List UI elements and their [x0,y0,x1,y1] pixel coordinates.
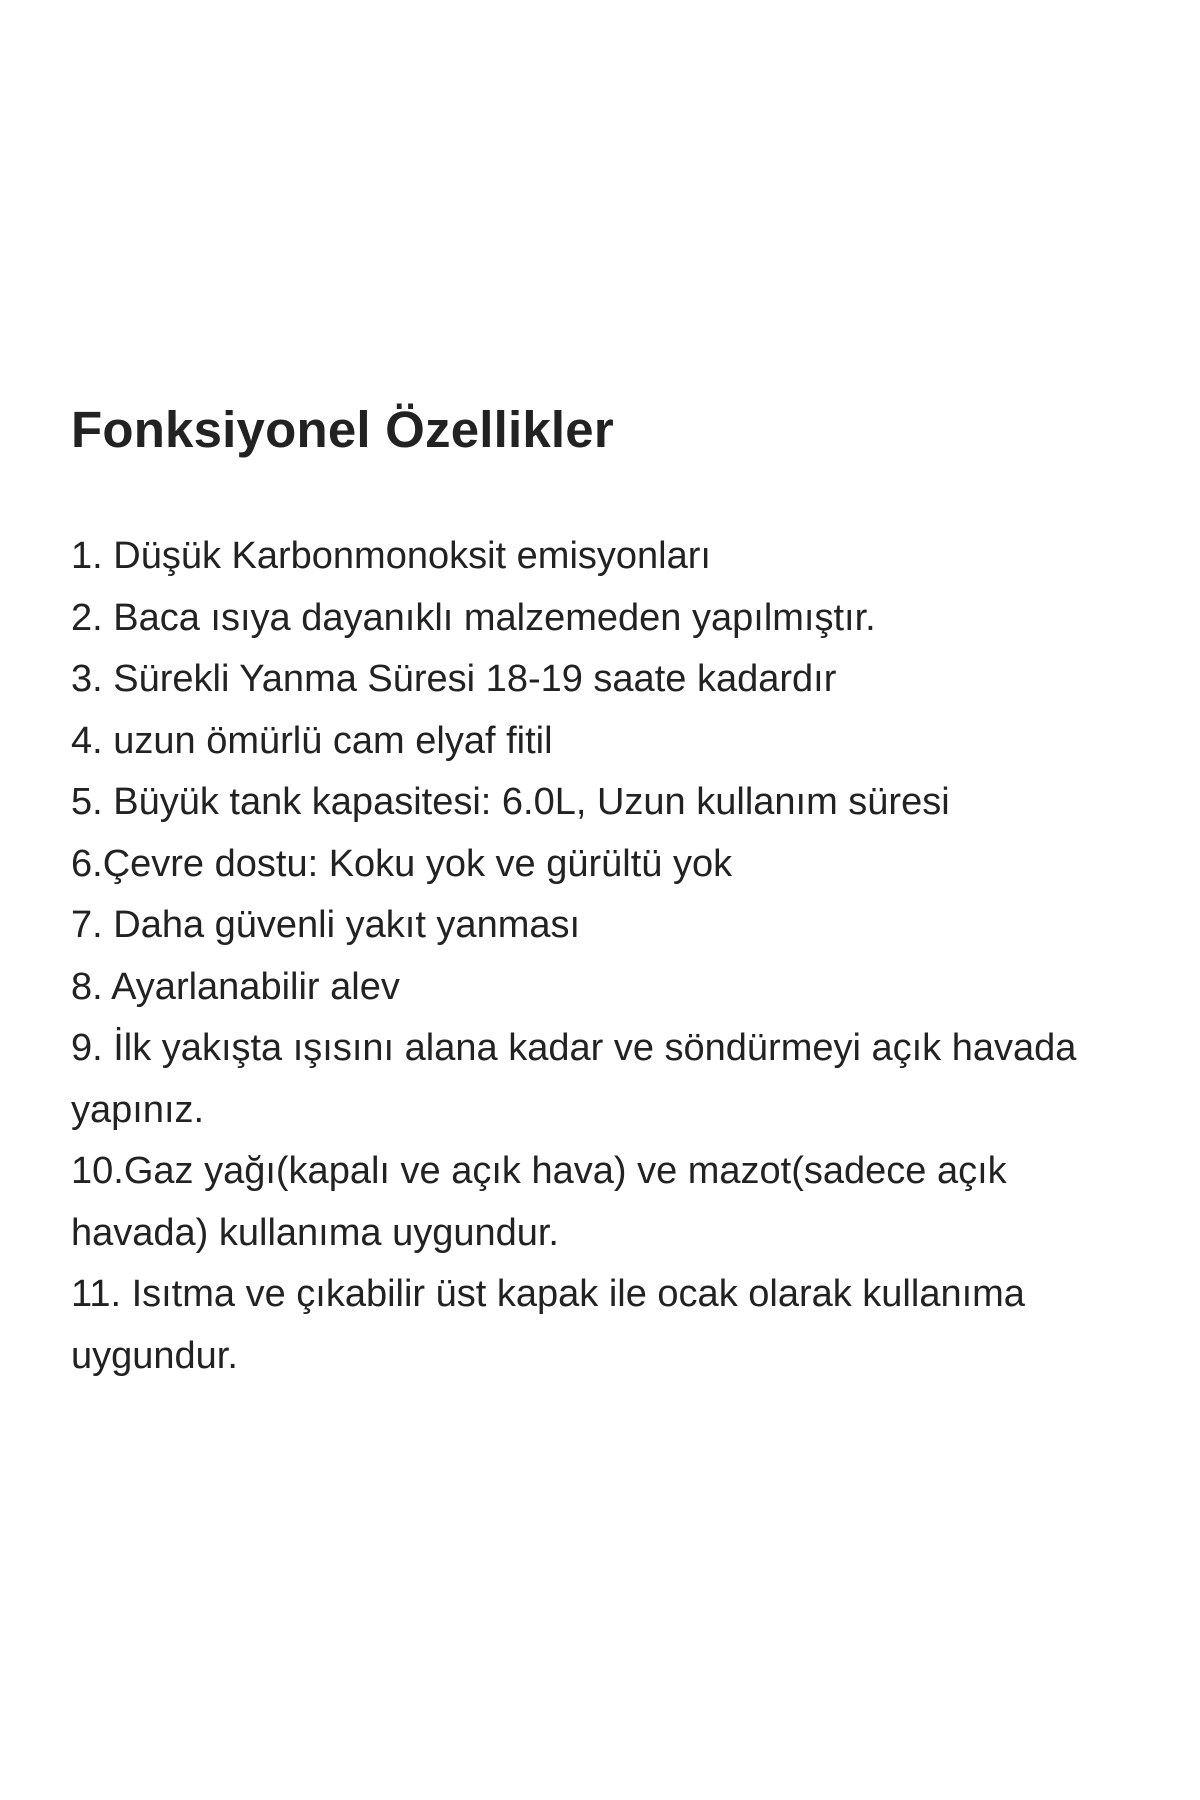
feature-item: 6.Çevre dostu: Koku yok ve gürültü yok [71,842,733,885]
section-title: Fonksiyonel Özellikler [71,401,614,458]
feature-item: 7. Daha güvenli yakıt yanması [71,904,581,946]
features-section [71,400,1151,1387]
feature-item: 9. İlk yakışta ışısını alana kadar ve söndürmeyi açık havada yapınız. [71,1027,1077,1131]
feature-item: 5. Büyük tank kapasitesi: 6.0L, Uzun kullanım süresi [71,781,950,823]
feature-item: 3. Sürekli Yanma Süresi 18-19 saate kadardır [71,658,837,700]
feature-item: 8. Ayarlanabilir alev [71,965,400,1008]
feature-item: 4. uzun ömürlü cam elyaf fitil [71,719,553,762]
feature-item: 2. Baca ısıya dayanıklı malzemeden yapılmıştır. [71,596,876,639]
features-list [71,526,1151,1387]
feature-item: 11. Isıtma ve çıkabilir üst kapak ile ocak olarak kullanıma uygundur. [71,1273,1025,1377]
feature-item: 10.Gaz yağı(kapalı ve açık hava) ve mazot(sadece açık havada) kullanıma uygundur. [71,1150,1007,1254]
feature-item: 1. Düşük Karbonmonoksit emisyonları [71,535,711,577]
